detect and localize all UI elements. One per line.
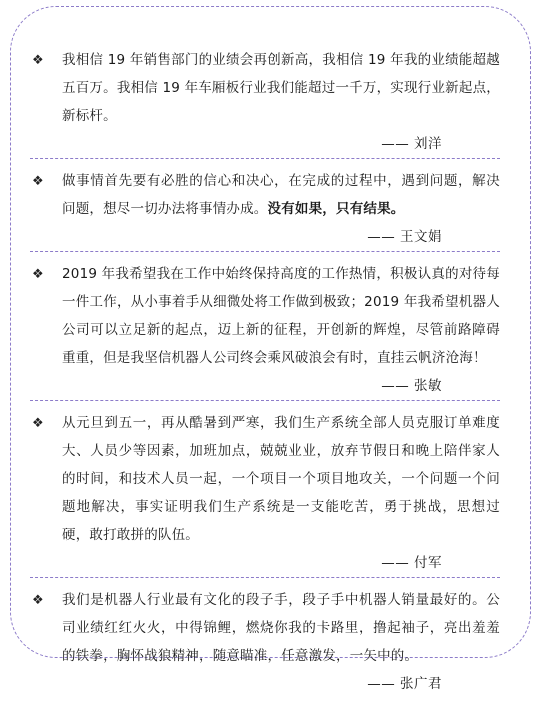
diamond-bullet-icon: ❖ bbox=[32, 267, 44, 282]
quote-text: 做事情首先要有必胜的信心和决心，在完成的过程中，遇到问题，解决问题，想尽一切办法将事情办成。没有如果，只有结果。 bbox=[62, 173, 500, 217]
quote-emphasis: 没有如果，只有结果。 bbox=[267, 201, 405, 217]
diamond-bullet-icon: ❖ bbox=[32, 174, 44, 189]
quote-entry-5 bbox=[30, 586, 500, 698]
quote-author: —— 张广君 bbox=[367, 676, 442, 692]
quote-author: —— 王文娟 bbox=[367, 229, 442, 245]
quote-list bbox=[30, 46, 500, 706]
quote-entry-4 bbox=[30, 409, 500, 578]
quote-author: —— 刘洋 bbox=[381, 136, 442, 152]
quote-entry-2 bbox=[30, 167, 500, 252]
quote-text: 2019 年我希望我在工作中始终保持高度的工作热情，积极认真的对待每一件工作，从小事着手从细微处将工作做到极致；2019 年我希望机器人公司可以立足新的起点，迈上新的征程，开创新的辉煌，尽管前路障碍重重，但是我坚信机器人公司终会乘风破浪会有时，直挂云帆济沧海！ bbox=[62, 266, 500, 366]
quote-entry-1 bbox=[30, 46, 500, 159]
quote-text: 我相信 19 年销售部门的业绩会再创新高，我相信 19 年我的业绩能超越五百万。我相信 19 年车厢板行业我们能超过一千万，实现行业新起点，新标杆。 bbox=[62, 52, 500, 124]
diamond-bullet-icon: ❖ bbox=[32, 53, 44, 68]
quote-text: 我们是机器人行业最有文化的段子手，段子手中机器人销量最好的。公司业绩红红火火，中得锦鲤，燃烧你我的卡路里，撸起袖子，亮出羞羞的铁拳，胸怀战狼精神，随意瞄准，任意激发，一矢中的。 bbox=[62, 592, 500, 664]
quote-text: 从元旦到五一，再从酷暑到严寒，我们生产系统全部人员克服订单难度大、人员少等因素，加班加点，兢兢业业，放弃节假日和晚上陪伴家人的时间，和技术人员一起，一个项目一个项目地攻关，一个问题一个问题地解决，事实证明我们生产系统是一支能吃苦，勇于挑战，思想过硬，敢打敢拼的队伍。 bbox=[62, 415, 500, 543]
quote-author: —— 张敏 bbox=[381, 378, 442, 394]
quote-author: —— 付军 bbox=[381, 555, 442, 571]
quote-entry-3 bbox=[30, 260, 500, 401]
diamond-bullet-icon: ❖ bbox=[32, 593, 44, 608]
diamond-bullet-icon: ❖ bbox=[32, 416, 44, 431]
